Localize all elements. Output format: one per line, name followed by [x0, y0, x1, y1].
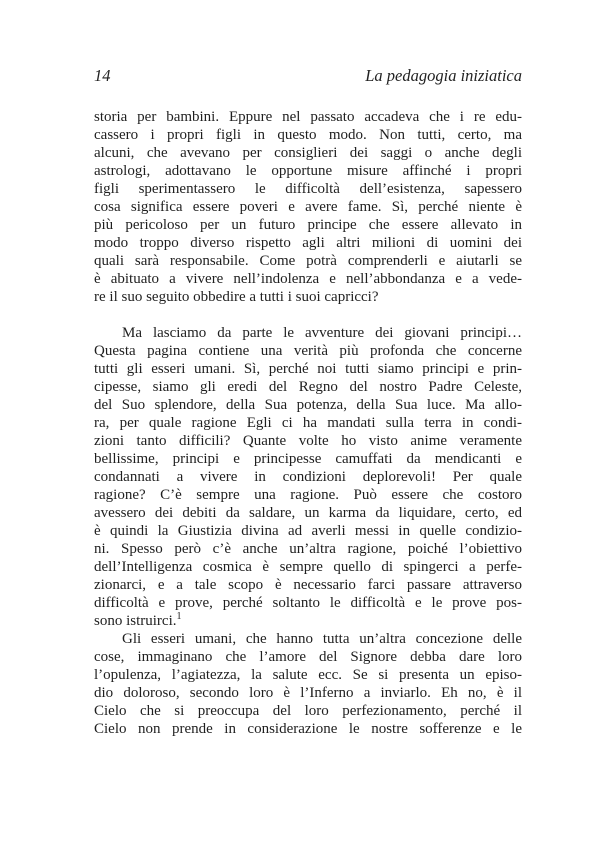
paragraph-3: [94, 630, 522, 738]
page-body: [94, 108, 522, 738]
text-line: dio doloroso, secondo loro è l’Inferno a inviarlo. Eh no, è il: [94, 685, 522, 701]
text-line: zioni tanto difficili? Quante volte ho visto anime veramente: [94, 433, 522, 449]
running-header: [94, 66, 522, 86]
text-line: modo troppo diverso rispetto agli altri milioni di uomini dei: [94, 235, 522, 251]
paragraph-1: [94, 108, 522, 306]
text-line: dell’Intelligenza cosmica è sempre quello di spingerci a perfe-: [94, 559, 522, 575]
page-content: [94, 66, 522, 738]
text-line: avessero dei debiti da saldare, un karma da liquidare, certo, ed: [94, 505, 522, 521]
text-line: storia per bambini. Eppure nel passato accadeva che i re edu-: [94, 109, 522, 125]
text-line: è quindi la Giustizia divina ad averli messi in quelle condizio-: [94, 523, 522, 539]
text-line: ra, per quale ragione Egli ci ha mandati sulla terra in condi-: [94, 415, 522, 431]
text-line: ni. Spesso però c’è anche un’altra ragione, poiché l’obiettivo: [94, 541, 522, 557]
text-line: l’opulenza, l’agiatezza, la salute ecc. Se si presenta un episo-: [94, 667, 522, 683]
text-line: Gli esseri umani, che hanno tutta un’altra concezione delle: [122, 631, 522, 647]
text-line: cassero i propri figli in questo modo. Non tutti, certo, ma: [94, 127, 522, 143]
text-line: cosa significa essere poveri e avere fame. Sì, perché niente è: [94, 199, 522, 215]
text-line: quali sarà responsabile. Come potrà comprenderli e aiutarli se: [94, 253, 522, 269]
text-line: astrologi, adottavano le opportune misure affinché i propri: [94, 163, 522, 179]
text-line: più pericoloso per un futuro principe che essere allevato in: [94, 217, 522, 233]
text-line: difficoltà e prove, perché soltanto le difficoltà e le prove pos-: [94, 595, 522, 611]
text-line: sono istruirci.$^1$: [94, 611, 182, 629]
text-line: ragione? C’è sempre una ragione. Può essere che costoro: [94, 487, 522, 503]
paragraph-2: [94, 324, 522, 630]
text-line: zionarci, e a tale scopo è necessario farci passare attraverso: [94, 577, 522, 593]
page-number: 14: [94, 66, 111, 85]
text-line: Questa pagina contiene una verità più profonda che concerne: [94, 343, 522, 359]
text-line: Ma lasciamo da parte le avventure dei giovani principi…: [122, 325, 522, 341]
text-line: re il suo seguito obbedire a tutti i suoi capricci?: [94, 289, 379, 305]
text-line: condannati a vivere in condizioni deplorevoli! Per quale: [94, 469, 522, 485]
text-line: bellissime, principi e principesse camuffati da mendicanti e: [94, 451, 522, 467]
text-line: del Suo splendore, della Sua potenza, della Sua luce. Ma allo-: [94, 397, 522, 413]
text-line: Cielo non prende in considerazione le nostre sofferenze e le: [94, 721, 522, 737]
running-title: La pedagogia iniziatica: [365, 66, 522, 85]
text-line: cose, immaginano che l’amore del Signore debba dare loro: [94, 649, 522, 665]
text-line: cipesse, siamo gli eredi del Regno del nostro Padre Celeste,: [94, 379, 522, 395]
footnote-marker: 1: [176, 611, 182, 622]
text-line: Cielo che si preoccupa del loro perfezionamento, perché il: [94, 703, 522, 719]
text-line: è abituato a vivere nell’indolenza e nell’abbondanza e a vede-: [94, 271, 522, 287]
text-line: figli sperimentassero le difficoltà dell’esistenza, sapessero: [94, 181, 522, 197]
text-line: tutti gli esseri umani. Sì, perché noi tutti siamo principi e prin-: [94, 361, 522, 377]
text-line: alcuni, che avevano per consiglieri dei saggi o anche degli: [94, 145, 522, 161]
